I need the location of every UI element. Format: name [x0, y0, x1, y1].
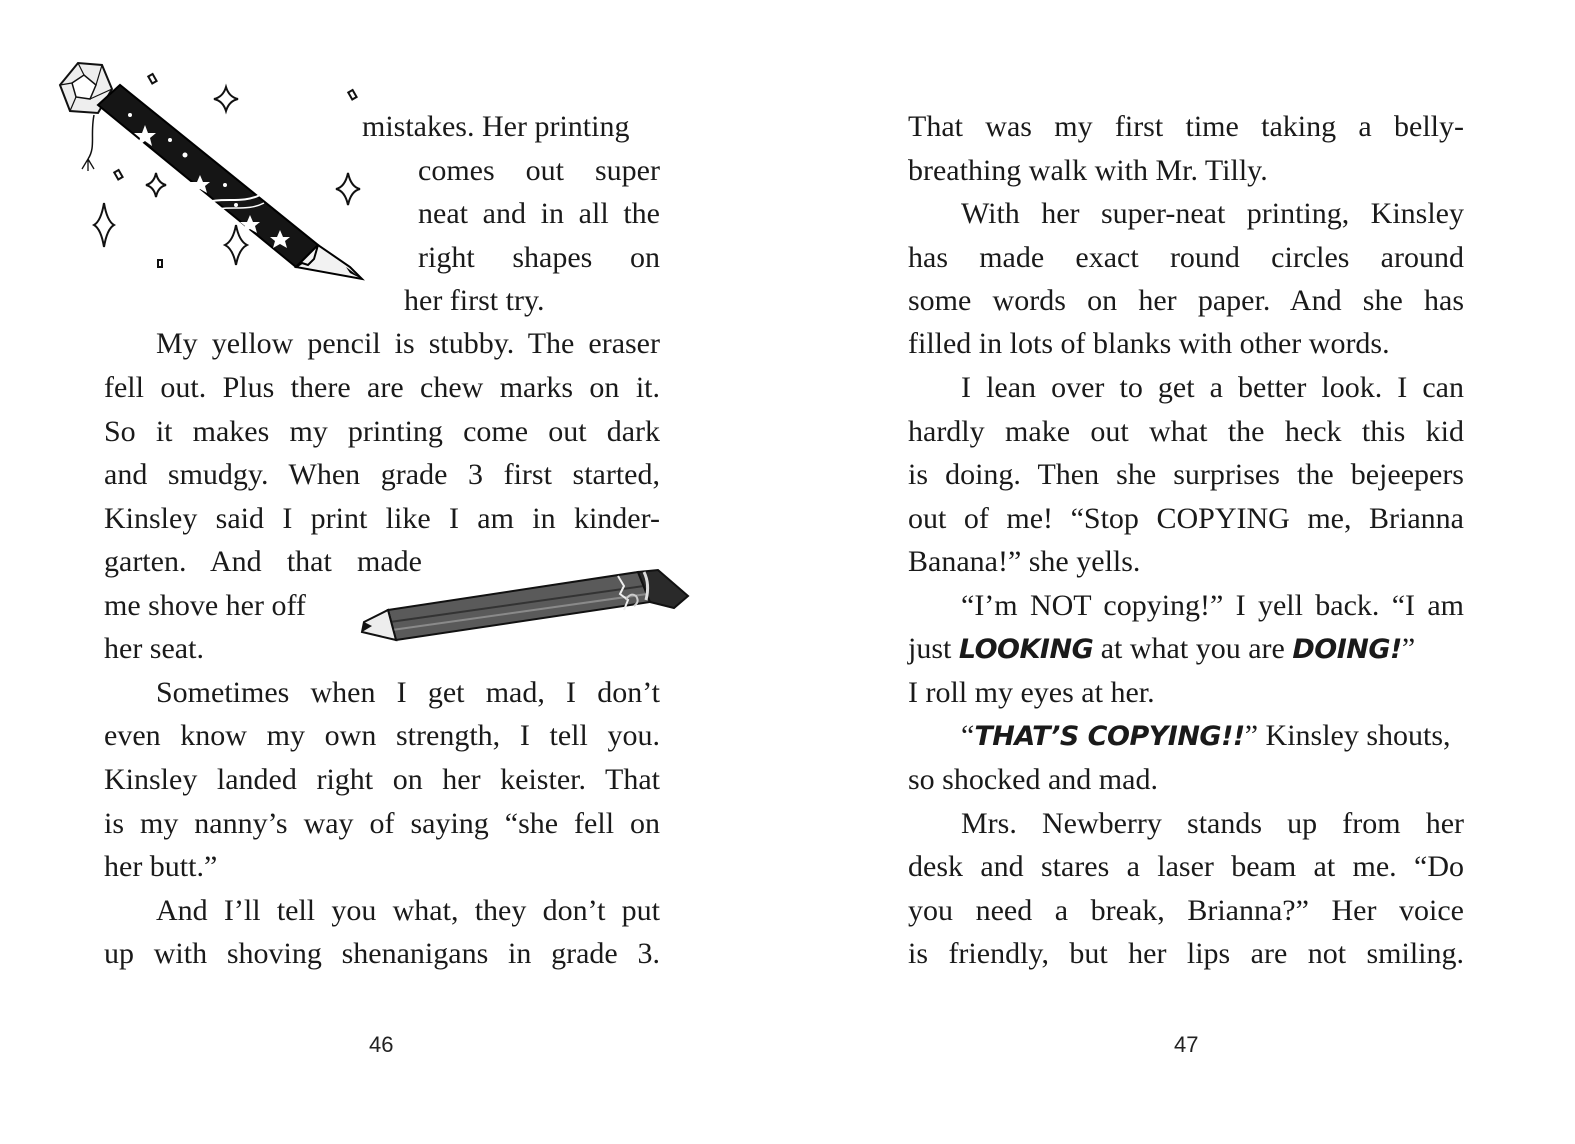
- page-number: 47: [1174, 1032, 1199, 1057]
- right-page: [787, 0, 1575, 1144]
- text-line: her butt.”: [104, 850, 218, 883]
- text-line: fell out. Plus there are chew marks on it.: [104, 371, 660, 404]
- text-line: some words on her paper. And she has: [908, 284, 1464, 317]
- text-line: So it makes my printing come out dark: [104, 415, 660, 448]
- text-line: has made exact round circles around: [908, 241, 1464, 274]
- text-line: filled in lots of blanks with other words.: [908, 327, 1390, 360]
- text-line: is my nanny’s way of saying “she fell on: [104, 807, 660, 840]
- text-line: garten. And that made: [104, 545, 422, 578]
- text-line: I lean over to get a better look. I can: [961, 371, 1464, 404]
- text-line: My yellow pencil is stubby. The eraser: [156, 327, 660, 360]
- text-line: her seat.: [104, 632, 204, 665]
- left-page: [0, 0, 787, 1144]
- text-line: And I’ll tell you what, they don’t put: [156, 894, 660, 927]
- emphasis-doing: DOING!: [1292, 634, 1402, 665]
- text-line: That was my first time taking a belly-: [908, 110, 1464, 143]
- text-line: comes out super: [418, 154, 660, 187]
- text-line: “I’m NOT copying!” I yell back. “I am: [961, 589, 1464, 622]
- text-line: Banana!” she yells.: [908, 545, 1141, 578]
- text-line: I roll my eyes at her.: [908, 676, 1155, 709]
- text-run: at what you are: [1093, 632, 1293, 665]
- page-number: 46: [369, 1032, 394, 1057]
- text-line: hardly make out what the heck this kid: [908, 415, 1464, 448]
- text-line: her first try.: [404, 284, 545, 317]
- text-line: With her super-neat printing, Kinsley: [961, 197, 1464, 230]
- text-run: just: [908, 632, 959, 665]
- text-line: right shapes on: [418, 241, 660, 274]
- text-line: me shove her off: [104, 589, 306, 622]
- text-line: Sometimes when I get mad, I don’t: [156, 676, 660, 709]
- text-line: breathing walk with Mr. Tilly.: [908, 154, 1268, 187]
- text-line: desk and stares a laser beam at me. “Do: [908, 850, 1464, 883]
- text-line: Mrs. Newberry stands up from her: [961, 807, 1464, 840]
- text-line-looking: [908, 627, 1415, 671]
- text-line: mistakes. Her printing: [362, 110, 630, 143]
- text-run: ” Kinsley shouts,: [1244, 719, 1451, 752]
- text-line: and smudgy. When grade 3 first started,: [104, 458, 660, 491]
- text-line-shout: [961, 714, 1451, 758]
- starry-pencil-illustration: [50, 55, 370, 285]
- text-line: Kinsley said I print like I am in kinder-: [104, 502, 660, 535]
- emphasis-looking: LOOKING: [958, 634, 1094, 665]
- text-line: out of me! “Stop COPYING me, Brianna: [908, 502, 1464, 535]
- text-line: so shocked and mad.: [908, 763, 1158, 796]
- text-line: Kinsley landed right on her keister. That: [104, 763, 660, 796]
- text-line: even know my own strength, I tell you.: [104, 719, 660, 752]
- text-line: you need a break, Brianna?” Her voice: [908, 894, 1464, 927]
- text-line: up with shoving shenanigans in grade 3.: [104, 937, 660, 970]
- text-line: is doing. Then she surprises the bejeepers: [908, 458, 1464, 491]
- text-run: ”: [1401, 632, 1416, 665]
- text-line: is friendly, but her lips are not smiling.: [908, 937, 1464, 970]
- text-line: neat and in all the: [418, 197, 660, 230]
- emphasis-thats-copying: THAT’S COPYING!!: [974, 721, 1245, 752]
- text-run: “: [961, 719, 975, 752]
